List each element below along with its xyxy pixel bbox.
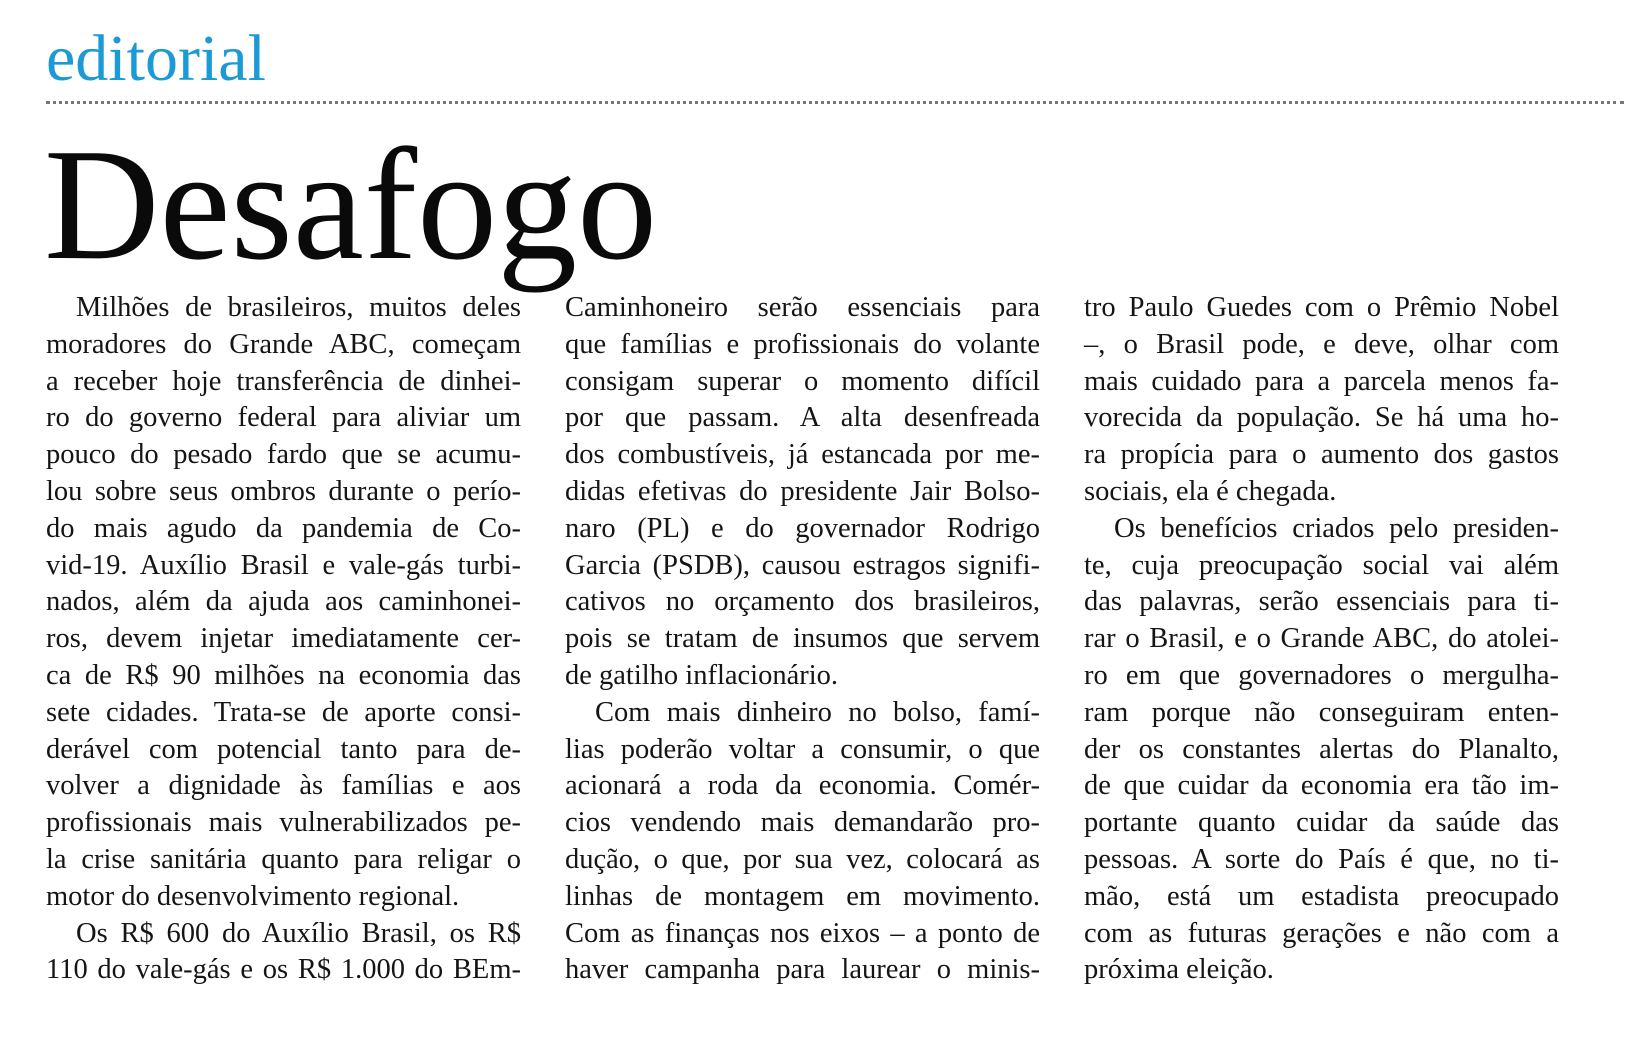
text-line: por que passam. A alta desenfreada	[565, 402, 1040, 434]
text-line: ram porque não conseguiram enten-	[1084, 696, 1559, 728]
text-line: te, cuja preocupação social vai além	[1084, 549, 1559, 581]
text-line: dução, o que, por sua vez, colocará as	[565, 843, 1040, 875]
text-line: Com mais dinheiro no bolso, famí-	[595, 696, 1040, 728]
text-line: –, o Brasil pode, e deve, olhar com	[1084, 328, 1559, 360]
text-line: com as futuras gerações e não com a	[1084, 917, 1559, 949]
text-line: lou sobre seus ombros durante o perío-	[46, 475, 521, 507]
article-column-2	[565, 290, 1040, 989]
text-line: tro Paulo Guedes com o Prêmio Nobel	[1084, 292, 1559, 323]
text-line: didas efetivas do presidente Jair Bolso-	[565, 475, 1040, 507]
text-line: profissionais mais vulnerabilizados pe-	[46, 807, 521, 839]
text-line: das palavras, serão essenciais para ti-	[1084, 586, 1559, 618]
text-line: Garcia (PSDB), causou estragos signifi-	[565, 549, 1040, 581]
text-line: Milhões de brasileiros, muitos deles	[76, 292, 521, 323]
text-line: pouco do pesado fardo que se acumu-	[46, 439, 521, 471]
dotted-divider	[46, 101, 1624, 104]
text-line: la crise sanitária quanto para religar o	[46, 843, 521, 875]
text-line: ro do governo federal para aliviar um	[46, 402, 521, 434]
text-line: cios vendendo mais demandarão pro-	[565, 807, 1040, 839]
text-line: linhas de montagem em movimento.	[565, 880, 1040, 912]
text-line: sete cidades. Trata-se de aporte consi-	[46, 696, 521, 728]
text-line: vid-19. Auxílio Brasil e vale-gás turbi-	[46, 549, 521, 581]
text-line: Os R$ 600 do Auxílio Brasil, os R$	[76, 917, 521, 949]
headline: Desafogo	[44, 115, 658, 293]
text-line: haver campanha para laurear o minis-	[565, 954, 1040, 986]
text-line: pois se tratam de insumos que servem	[565, 623, 1040, 655]
text-line: de que cuidar da economia era tão im-	[1084, 770, 1559, 802]
text-line: de gatilho inflacionário.	[565, 659, 839, 691]
text-line: mais cuidado para a parcela menos fa-	[1084, 365, 1559, 397]
text-line: nados, além da ajuda aos caminhonei-	[46, 586, 521, 618]
text-line: do mais agudo da pandemia de Co-	[46, 512, 521, 544]
text-line: ca de R$ 90 milhões na economia das	[46, 659, 521, 691]
text-line: derável com potencial tanto para de-	[46, 733, 521, 765]
text-line: moradores do Grande ABC, começam	[46, 328, 521, 360]
text-line: 110 do vale-gás e os R$ 1.000 do BEm-	[46, 954, 521, 986]
text-line: naro (PL) e do governador Rodrigo	[565, 512, 1040, 544]
text-line: lias poderão voltar a consumir, o que	[565, 733, 1040, 765]
text-line: portante quanto cuidar da saúde das	[1084, 807, 1559, 839]
text-line: ros, devem injetar imediatamente cer-	[46, 623, 521, 655]
text-line: sociais, ela é chegada.	[1084, 475, 1337, 507]
text-line: que famílias e profissionais do volante	[565, 328, 1040, 360]
section-label: editorial	[46, 22, 266, 95]
text-line: dos combustíveis, já estancada por me-	[565, 439, 1040, 471]
text-line: cativos no orçamento dos brasileiros,	[565, 586, 1040, 618]
text-line: próxima eleição.	[1084, 954, 1274, 986]
text-line: Os benefícios criados pelo presiden-	[1114, 512, 1559, 544]
text-line: Com as finanças nos eixos – a ponto de	[565, 917, 1040, 949]
text-line: mão, está um estadista preocupado	[1084, 880, 1559, 912]
article-column-1	[46, 290, 521, 989]
text-line: rar o Brasil, e o Grande ABC, do atolei-	[1084, 623, 1559, 655]
text-line: volver a dignidade às famílias e aos	[46, 770, 521, 802]
text-line: pessoas. A sorte do País é que, no ti-	[1084, 843, 1559, 875]
text-line: a receber hoje transferência de dinhei-	[46, 365, 521, 397]
text-line: consigam superar o momento difícil	[565, 365, 1040, 397]
article-column-3	[1084, 290, 1559, 989]
text-line: motor do desenvolvimento regional.	[46, 880, 460, 912]
text-line: ra propícia para o aumento dos gastos	[1084, 439, 1559, 471]
text-line: ro em que governadores o mergulha-	[1084, 659, 1559, 691]
text-line: der os constantes alertas do Planalto,	[1084, 733, 1559, 765]
text-line: acionará a roda da economia. Comér-	[565, 770, 1040, 802]
text-line: Caminhoneiro serão essenciais para	[565, 292, 1040, 323]
text-line: vorecida da população. Se há uma ho-	[1084, 402, 1559, 434]
